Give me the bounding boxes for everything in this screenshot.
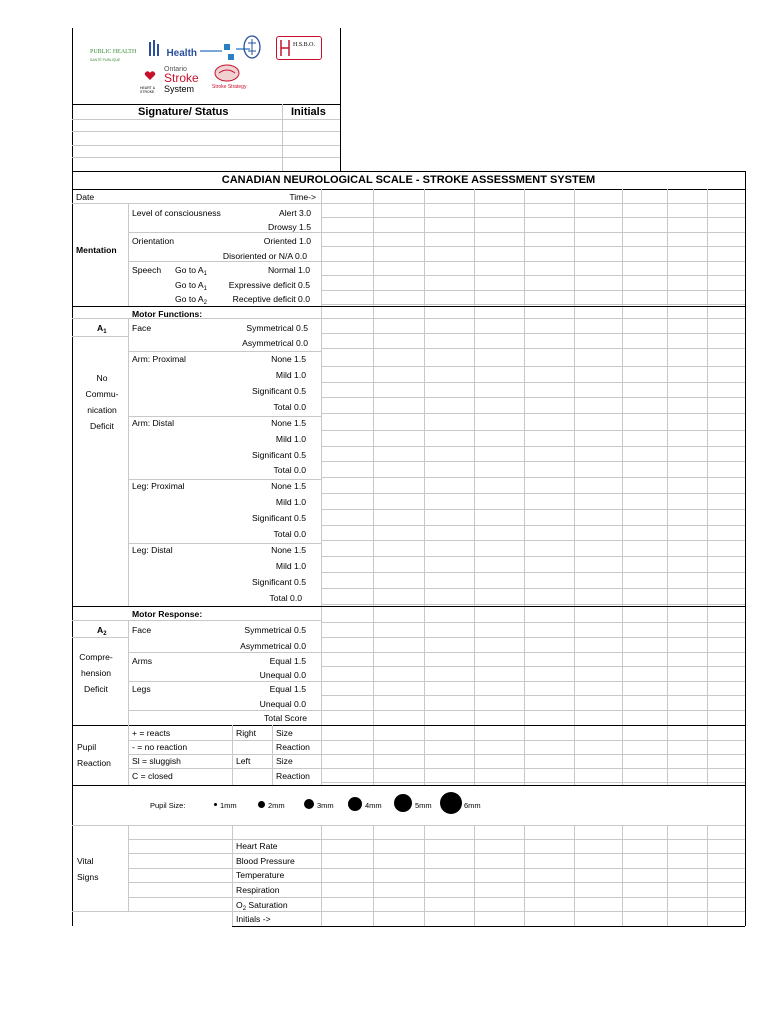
pupil-size-label: Pupil Size: [150,801,186,810]
grid-line [321,232,745,233]
pupil-right-size: Size [276,728,293,738]
grid-line [128,203,129,306]
grid-line [72,911,321,912]
pupil-legend-closed: C = closed [132,771,173,781]
grid-line [321,290,745,291]
grid-line [282,104,283,171]
grid-line [321,461,745,462]
grid-line [72,171,745,172]
grid-line [128,351,321,352]
speech-goto-a1: Go to $A_1$ [175,265,208,277]
grid-line [128,543,321,544]
mr-arms-unequal: Unequal 0.0 [259,670,306,680]
leg-distal-label: Leg: Distal [132,545,173,555]
grid-line [72,104,340,105]
grid-line [321,430,745,431]
grid-line [321,666,745,667]
grid-line [321,754,745,755]
grid-line [321,366,745,367]
grid-line [321,740,745,741]
grid-line [321,782,745,783]
leg-proximal-significant: Significant 0.5 [252,513,306,523]
grid-line [321,525,745,526]
grid-line [128,416,321,417]
grid-line [128,825,129,911]
pupil-3mm-dot [304,799,314,809]
leg-proximal-total: Total 0.0 [273,529,306,539]
grid-line [128,652,321,653]
grid-line [321,275,745,276]
arm-distal-total: Total 0.0 [273,465,306,475]
grid-line [321,681,745,682]
mr-face-label: Face [132,625,152,635]
pupil-left-reaction: Reaction [276,771,310,781]
grid-line [321,911,745,912]
grid-line [128,620,129,725]
leg-distal-none: None 1.5 [271,545,306,555]
grid-line [321,588,745,589]
loc-label: Level of consciousness [132,208,221,218]
grid-line [321,695,745,696]
grid-line [72,203,321,204]
orientation-disoriented: Disoriented or N/A 0.0 [222,251,307,261]
pupil-legend-no-reaction: - = no reaction [132,742,188,752]
motor-functions-header: Motor Functions: [132,309,203,319]
grid-line [745,171,746,926]
public-health-logo: PUBLIC HEALTH SANTÉ PUBLIQUE [90,49,137,62]
page-title: CANADIAN NEUROLOGICAL SCALE - STROKE ASSESSMENT SYSTEM [221,174,596,186]
mr-legs-unequal: Unequal 0.0 [259,699,306,709]
arm-proximal-label: Arm: Proximal [132,354,186,364]
mr-face-symmetrical: Symmetrical 0.5 [244,625,306,635]
pupil-left-size: Size [276,756,293,766]
pupil-label-line-1: Pupil [77,742,97,752]
grid-line [72,119,340,120]
motor-response-header: Motor Response: [132,609,203,619]
mr-arms-equal: Equal 1.5 [269,656,306,666]
grid-line [321,246,745,247]
pupil-3mm-label: 3mm [317,801,334,810]
grid-line [321,304,745,305]
mf-face-label: Face [132,323,152,333]
grid-line [72,606,745,607]
grid-line [128,232,321,233]
grid-line [321,868,745,869]
ontario-stroke-system-logo: Ontario Stroke System [164,66,199,94]
grid-line [232,926,745,927]
a2-label: $A_2$ [97,625,107,637]
grid-line [128,318,321,319]
loc-alert: Alert 3.0 [278,208,311,218]
no-comm-line-3: nication [87,405,117,415]
grid-line [321,710,745,711]
loc-drowsy: Drowsy 1.5 [268,222,311,232]
no-comm-line-2: Commu- [85,389,119,399]
leg-proximal-mild: Mild 1.0 [275,497,306,507]
grid-line [321,217,745,218]
grid-line [321,768,745,769]
grid-line [321,413,745,414]
grid-line [321,897,745,898]
grid-line [72,157,340,158]
vital-respiration: Respiration [236,885,280,895]
date-label: Date [76,192,95,202]
grid-line [321,882,745,883]
grid-line [72,318,128,319]
grid-line [72,637,128,638]
signature-status-header: Signature/ Status [138,106,229,118]
grid-line [128,710,321,711]
comp-deficit-line-3: Deficit [84,684,108,694]
grid-line [72,171,73,926]
grid-line [72,189,745,190]
grid-line [128,681,321,682]
pupil-2mm-label: 2mm [268,801,285,810]
grid-line [72,825,745,826]
grid-line [72,725,745,726]
mr-legs-equal: Equal 1.5 [269,684,306,694]
arm-proximal-significant: Significant 0.5 [252,386,306,396]
grid-line [340,28,341,171]
no-comm-line-1: No [96,373,108,383]
arm-distal-mild: Mild 1.0 [275,434,306,444]
pupil-legend-reacts: + = reacts [132,728,171,738]
health-logo: Health [148,38,197,58]
pupil-5mm-label: 5mm [415,801,432,810]
pupil-6mm-dot [440,792,462,814]
arm-proximal-mild: Mild 1.0 [275,370,306,380]
leg-proximal-label: Leg: Proximal [132,481,185,491]
leg-distal-mild: Mild 1.0 [275,561,306,571]
grid-line [128,853,321,854]
speech-label: Speech [132,265,162,275]
vital-label-line-2: Signs [77,872,99,882]
logo-area [72,28,340,103]
leg-distal-significant: Significant 0.5 [252,577,306,587]
grid-line [128,868,321,869]
grid-line [321,446,745,447]
speech-normal: Normal 1.0 [267,265,310,275]
pupil-1mm-dot [214,803,217,806]
grid-line [72,306,745,307]
mr-arms-label: Arms [132,656,153,666]
pupil-1mm-label: 1mm [220,801,237,810]
grid-line [321,540,745,541]
grid-line [321,477,745,478]
grid-line [72,131,340,132]
pupil-4mm-label: 4mm [365,801,382,810]
orientation-oriented: Oriented 1.0 [263,236,311,246]
vital-o2-saturation: $O_2$ Saturation [236,900,288,912]
grid-line [128,479,321,480]
grid-line [128,754,321,755]
arm-proximal-total: Total 0.0 [273,402,306,412]
grid-line [128,740,321,741]
grid-line [72,145,340,146]
pupil-2mm-dot [258,801,265,808]
grid-line [232,825,233,926]
a1-label: $A_1$ [97,323,107,335]
grid-line [128,620,321,621]
pupil-left-label: Left [236,756,251,766]
comp-deficit-line-2: hension [80,668,112,678]
grid-line [72,336,128,337]
arm-distal-label: Arm: Distal [132,418,175,428]
grid-line [128,261,321,262]
hsbo-logo: H.S.B.O. [276,36,322,60]
grid-line [321,333,745,334]
leg-proximal-none: None 1.5 [271,481,306,491]
pupil-legend-sluggish: Sl = sluggish [132,756,181,766]
comp-deficit-line-1: Compre- [79,652,113,662]
heart-stroke-logo: HEART & STROKE [140,68,160,94]
pupil-4mm-dot [348,797,362,811]
arm-proximal-none: None 1.5 [271,354,306,364]
grid-line [272,725,273,785]
grid-line [321,622,745,623]
grid-line [321,637,745,638]
no-comm-line-4: Deficit [90,421,114,431]
grid-line [321,556,745,557]
grid-line [321,348,745,349]
pupil-6mm-label: 6mm [464,801,481,810]
leg-distal-total: Total 0.0 [269,593,302,603]
speech-expressive: Expressive deficit 0.5 [228,280,310,290]
grid-line [128,882,321,883]
grid-line [321,261,745,262]
grid-line [321,318,745,319]
grid-line [321,203,745,204]
mf-face-symmetrical: Symmetrical 0.5 [246,323,308,333]
pupil-right-reaction: Reaction [276,742,310,752]
vital-heart-rate: Heart Rate [236,841,278,851]
pupil-label-line-2: Reaction [77,758,111,768]
total-score-label: Total Score [264,713,307,723]
orientation-label: Orientation [132,236,175,246]
grid-line [72,28,73,171]
grid-line [321,572,745,573]
grid-line [72,620,128,621]
stroke-strategy-logo: Stroke Strategy [212,84,247,90]
grid-line [232,725,233,785]
arm-distal-none: None 1.5 [271,418,306,428]
pupil-right-label: Right [236,728,257,738]
grid-line [321,604,745,605]
vital-label-line-1: Vital [77,856,94,866]
mf-face-asymmetrical: Asymmetrical 0.0 [242,338,308,348]
grid-line [321,493,745,494]
mr-legs-label: Legs [132,684,151,694]
grid-line [128,768,321,769]
vital-temperature: Temperature [236,870,285,880]
mr-face-asymmetrical: Asymmetrical 0.0 [240,641,306,651]
time-label: Time-> [289,192,316,202]
speech-goto-a2: Go to $A_2$ [175,294,208,306]
grid-line [128,318,129,606]
grid-line [321,853,745,854]
grid-line [72,785,745,786]
grid-line [128,897,321,898]
pupil-5mm-dot [394,794,412,812]
signature-initials-header: Initials [291,106,326,118]
pupil-size-scale [210,792,490,816]
arm-distal-significant: Significant 0.5 [252,450,306,460]
grid-line [321,382,745,383]
grid-line [321,509,745,510]
grid-line [321,652,745,653]
mentation-label: Mentation [76,245,117,255]
grid-line [128,725,129,785]
initials-row-label: Initials -> [236,914,271,924]
speech-goto-a1b: Go to $A_1$ [175,280,208,292]
emblem-icon [242,34,262,65]
speech-receptive: Receptive deficit 0.0 [232,294,310,304]
grid-line [128,839,745,840]
vital-blood-pressure: Blood Pressure [236,856,295,866]
grid-line [321,397,745,398]
